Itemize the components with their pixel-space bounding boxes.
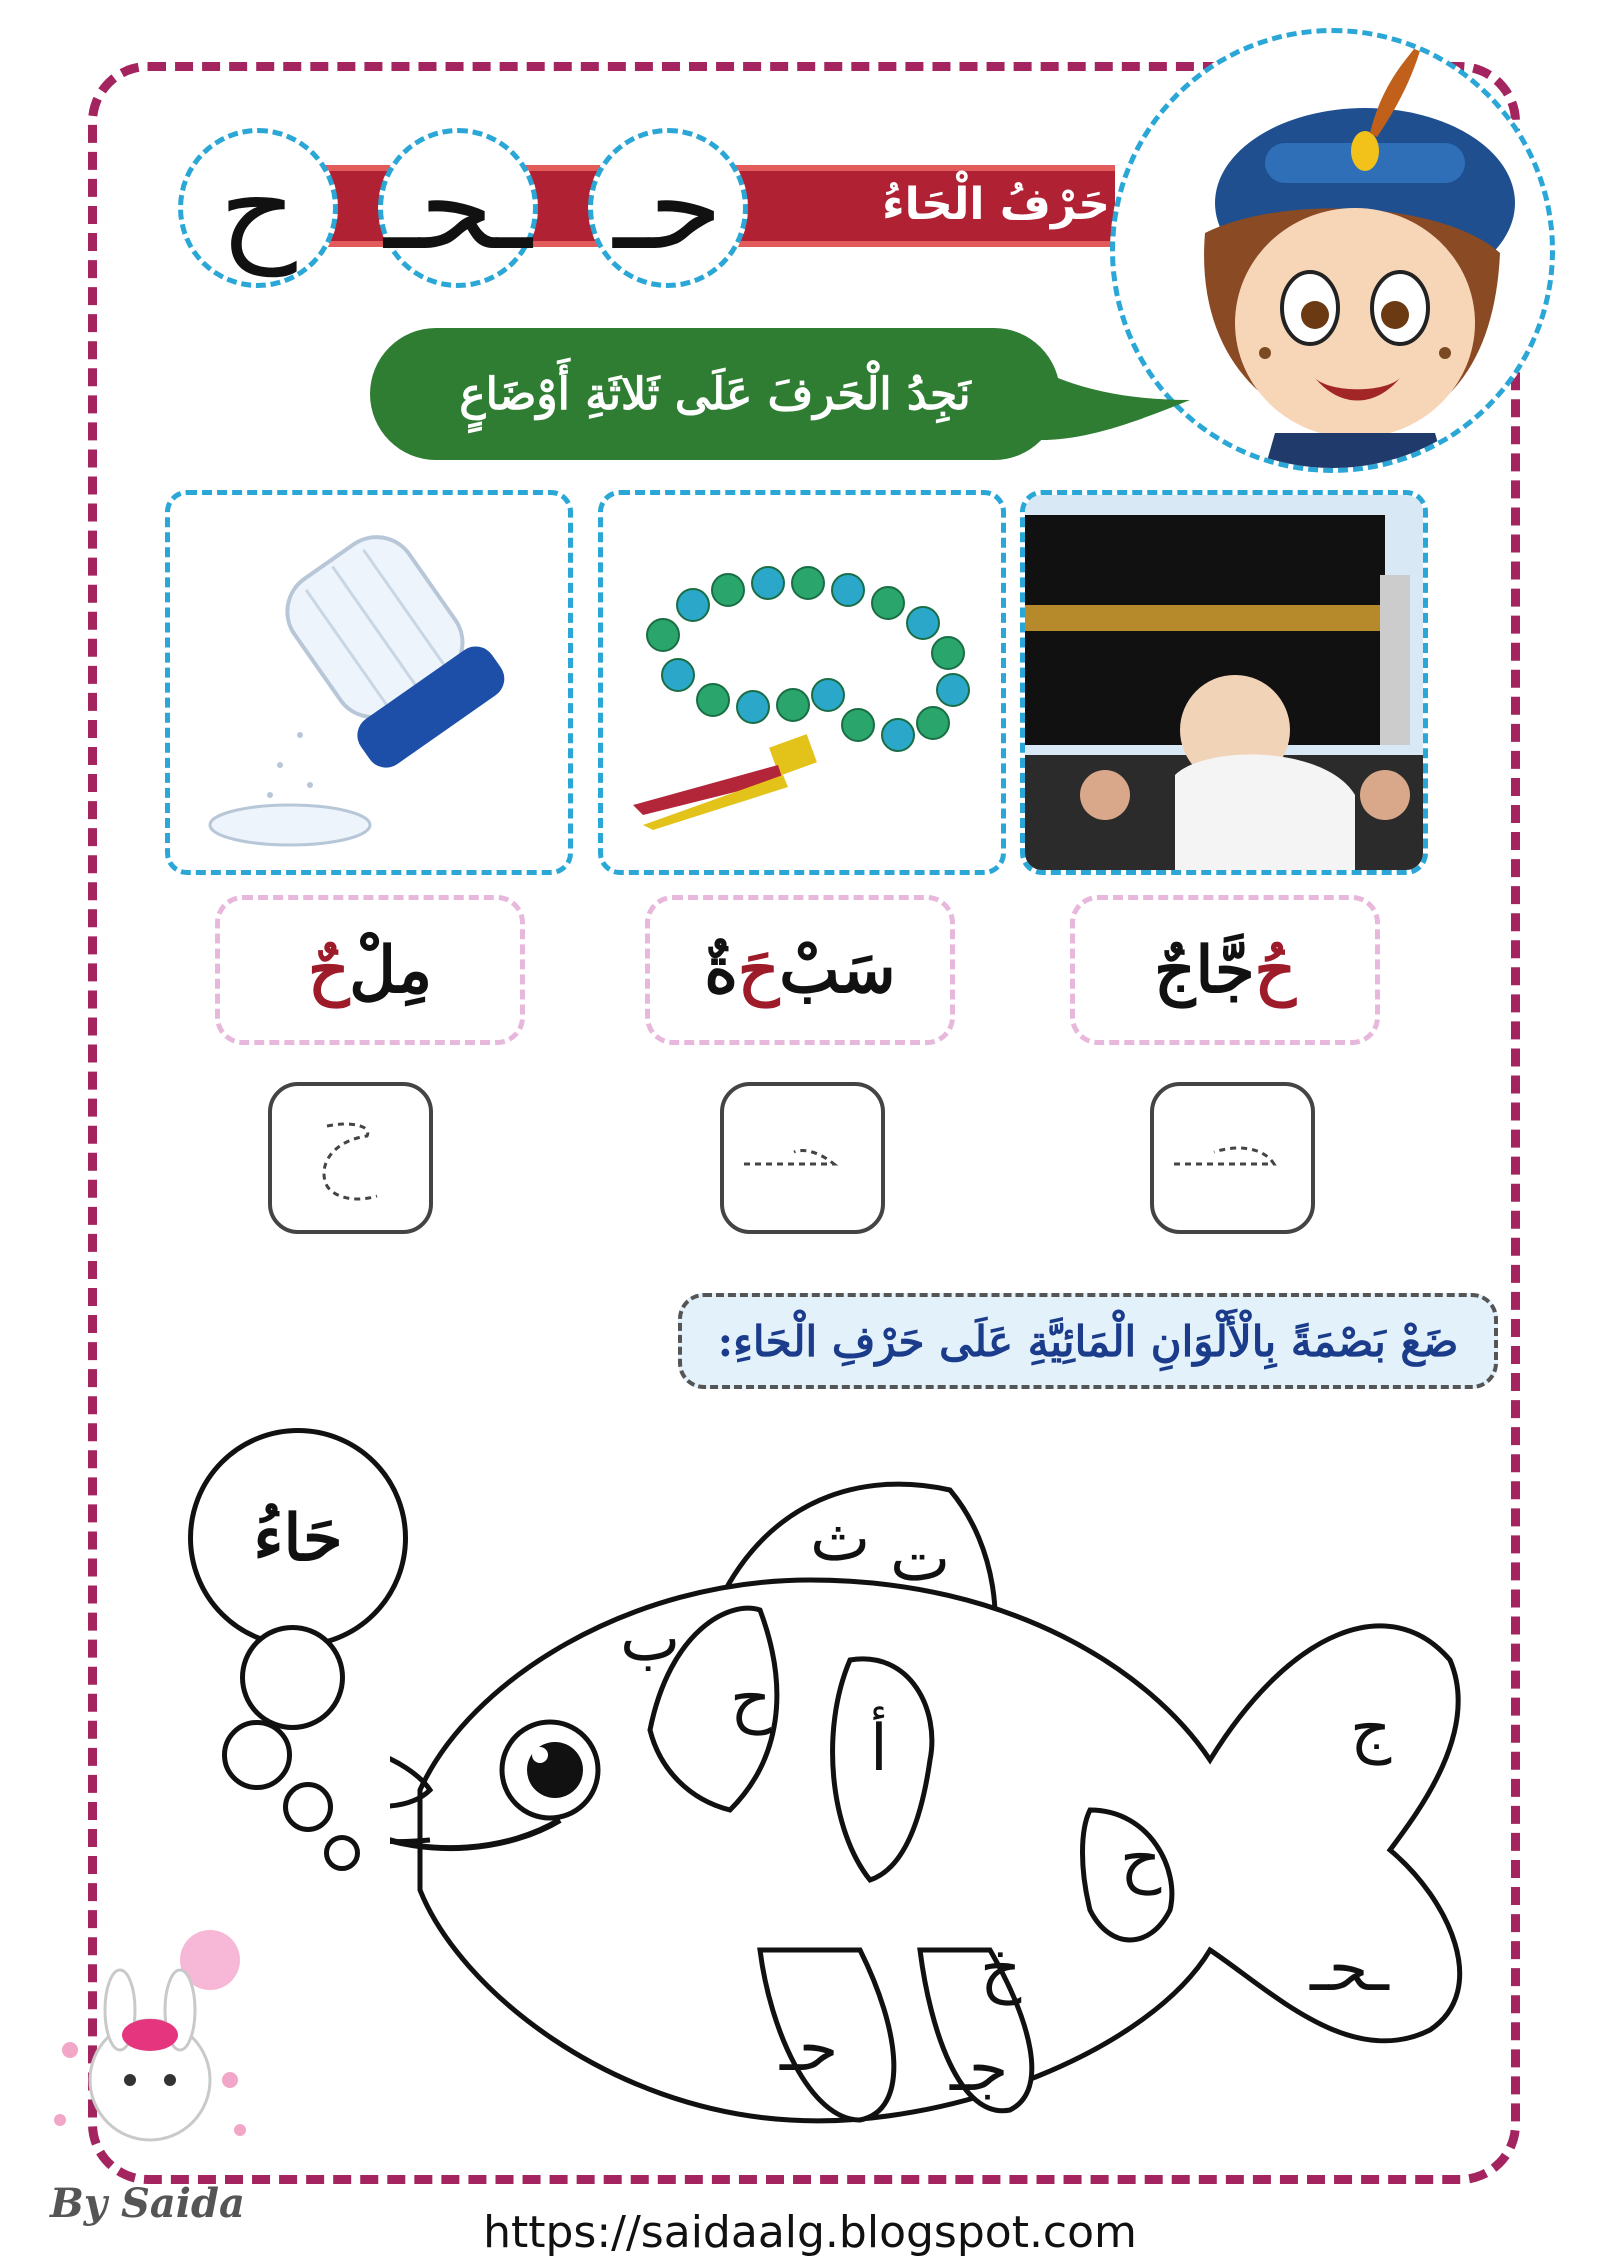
- fish-letter-ba: ب: [620, 1602, 681, 1676]
- word-box-milh: [215, 895, 525, 1045]
- footer-url[interactable]: https://saidaalg.blogspot.com: [483, 2207, 1137, 2258]
- fish-letter-jeem: ج: [1350, 1692, 1392, 1766]
- thought-bubble-text: حَاءُ: [253, 1500, 343, 1576]
- instruction-text: ضَعْ بَصْمَةً بِالْأَلْوَانِ الْمَائِيَّةِ عَلَى حَرْفِ الْحَاءِ:: [717, 1316, 1459, 1366]
- letter-form-initial: حـ: [588, 128, 748, 288]
- letter-form-medial: ـحـ: [378, 128, 538, 288]
- letter-form-isolated: ح: [178, 128, 338, 288]
- bunny-decoration: [30, 1930, 270, 2180]
- thought-dot-medium: [222, 1720, 292, 1790]
- thought-dot-small: [283, 1782, 333, 1832]
- signature: By Saida: [50, 2180, 245, 2227]
- trace-box-final[interactable]: [268, 1082, 433, 1234]
- salt-shaker-illustration: [170, 495, 568, 870]
- thought-bubble: [188, 1428, 408, 1648]
- image-prayer-beads: [598, 490, 1006, 875]
- word-milh-start: مِلْ: [349, 932, 433, 1008]
- pilgrims-illustration: [1025, 495, 1423, 870]
- word-subha-start: سَبْ: [779, 932, 896, 1008]
- word-box-subha: [645, 895, 955, 1045]
- trace-box-initial[interactable]: [1150, 1082, 1315, 1234]
- fish-letter-tha: ث: [810, 1502, 871, 1576]
- word-hujjaj-rest: جَّاجٌ: [1154, 932, 1255, 1008]
- trace-path-initial: [1154, 1086, 1311, 1230]
- trace-box-medial[interactable]: [720, 1082, 885, 1234]
- word-hujjaj-letter: حُ: [1254, 932, 1296, 1008]
- instruction-box: [678, 1293, 1498, 1389]
- fish-letter-alif: أ: [870, 1712, 888, 1786]
- fish-letter-ha-2: ح: [1120, 1822, 1162, 1896]
- thought-dot-tiny: [324, 1835, 360, 1871]
- speech-bubble-text: نَجِدُ الْحَرفَ عَلَى ثَلاثَةِ أَوْضَاعٍ: [459, 368, 971, 420]
- trace-path-medial: [724, 1086, 881, 1230]
- bubble-tail: [1040, 360, 1190, 450]
- image-pilgrims-kaaba: [1020, 490, 1428, 875]
- word-milh-letter: حٌ: [307, 932, 350, 1008]
- word-subha-letter: حَ: [737, 932, 780, 1008]
- image-salt-shaker: [165, 490, 573, 875]
- prayer-beads-illustration: [603, 495, 1001, 870]
- fish-letter-jeem-initial: جـ: [950, 2032, 1009, 2106]
- fish-letter-kha: خ: [980, 1932, 1022, 2006]
- trace-path-final: [272, 1086, 429, 1230]
- fish-coloring-page: [390, 1430, 1500, 2130]
- word-subha-end: ةٌ: [704, 932, 738, 1008]
- fish-letter-ha-medial: ـحـ: [1310, 1932, 1389, 2006]
- speech-bubble: [370, 328, 1060, 460]
- fish-letter-ha-initial: حـ: [780, 2012, 839, 2086]
- word-box-hujjaj: [1070, 895, 1380, 1045]
- fish-letter-ta: ت: [890, 1522, 951, 1596]
- thought-dot-large: [240, 1625, 345, 1730]
- fish-letter-ha-1: ح: [730, 1662, 772, 1736]
- page-title: حَرْفُ الْحَاءُ: [882, 179, 1110, 230]
